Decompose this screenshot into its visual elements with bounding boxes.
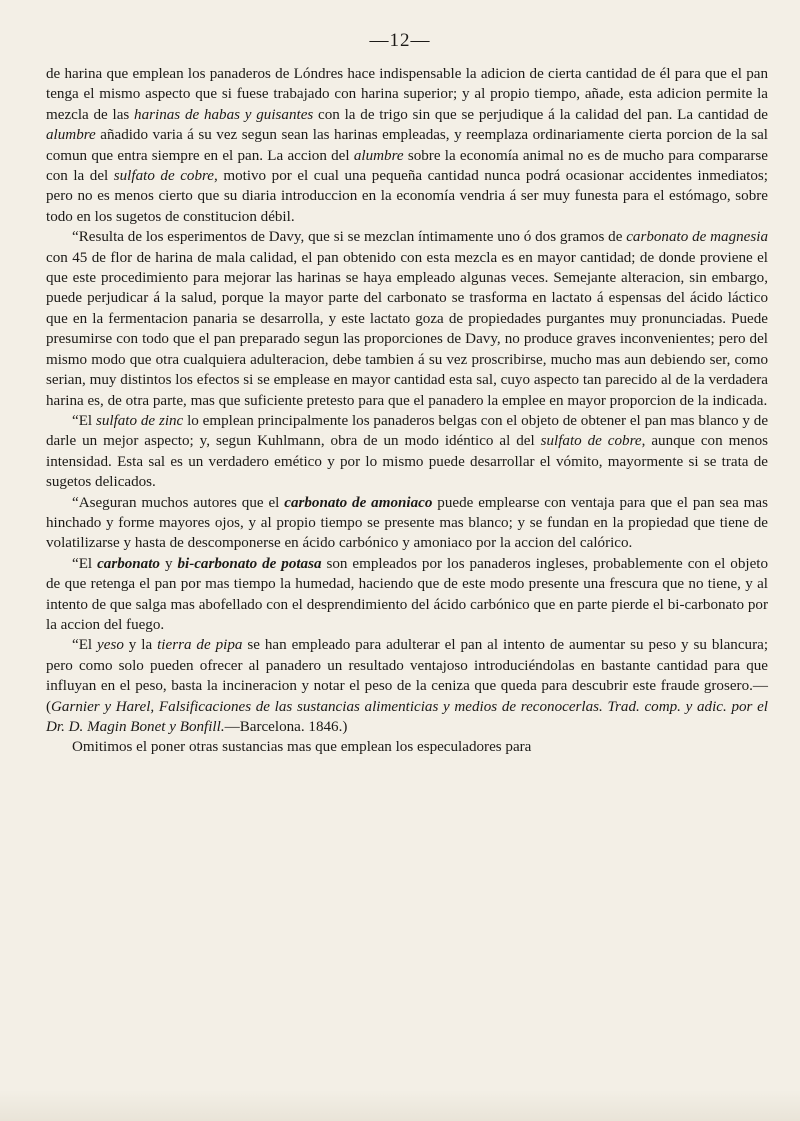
text-run: Omitimos el poner otras sustancias mas que emplean los especuladores para: [72, 739, 532, 756]
emphasized-term: alumbre: [46, 127, 96, 144]
text-run: , motivo por el cual una pequeña cantidad nunca podrá ocasionar accidentes inmediatos; pero no es menos cierto que su diaria introduccion en la economía vendria á ser muy funesta para el estómago, sobre todo en los sugetos de constitucion débil.: [46, 168, 768, 225]
text-run: puede emplearse con ventaja para que el pan sea mas hinchado y forme mayores ojos, y al propio tiempo se presente mas blanco; y se fundan en la propiedad que tiene de volatilizarse y hasta de descomponerse en ácido carbónico y amoniaco por la accion del calórico.: [46, 494, 768, 552]
text-run: lo emplean principalmente los panaderos belgas con el objeto de obtener el pan mas blanco y de darle un mejor aspecto; y, segun Kuhlmann, obra de un modo idéntico al del: [46, 412, 769, 450]
emphasized-term: carbonato: [97, 555, 160, 572]
paragraph-carbonato-amoniaco: [46, 493, 768, 554]
page-number: —12—: [369, 30, 431, 51]
text-run: “Aseguran muchos autores que el: [72, 494, 285, 511]
text-run: con 45 de flor de harina de mala calidad, el pan obtenido con esta mezcla es en mayor cantidad; de donde proviene el que este procedimiento para mejorar las harinas se haya empleado algunas veces. Semejante alteracion, sin embargo, puede perjudicar á la salud, porque la mayor parte del carbonato se trasforma en lactato á espensas del ácido láctico que en la fermentacion panaria se desarrolla, y este lactato goza de propiedades purgantes muy pronunciadas. Puede presumirse con todo que el pan preparado segun las proporciones de Davy, no produce graves inconvenientes; pero del mismo modo que otra cualquiera adulteracion, debe tambien á su vez proscribirse, mucho mas aun debiendo ser, como serian, muy distintos los efectos si se emplease en mayor cantidad esta sal, cuyo aspecto tan parecido al de la verdadera harina es, de otra parte, mas que suficiente pretesto para que el panadero la emplee en mayor proporcion de la indicada.: [46, 249, 768, 409]
text-run: y: [159, 555, 178, 572]
emphasized-term: bi-carbonato de potasa: [177, 555, 322, 572]
paragraph-sulfato-zinc: [46, 411, 768, 493]
text-body: [46, 64, 768, 758]
paragraph-omitimos: [46, 737, 768, 757]
text-run: son empleados por los panaderos ingleses, probablemente con el objeto de que retenga el pan por mas tiempo la humedad, haciendo que de este modo presente una frescura que no tiene, y al intento de que salga mas abofellado con el desprendimiento del ácido carbónico que en parte pierde el bi-carbonato por la accion del fuego.: [46, 555, 769, 633]
paragraph-continuation: [46, 64, 768, 227]
text-run: “Resulta de los esperimentos de Davy, que si se mezclan íntimamente uno ó dos gramos de: [72, 229, 627, 246]
emphasized-term: tierra de pipa: [157, 637, 243, 654]
text-run: “El: [72, 555, 98, 572]
text-run: , aunque con menos intensidad. Esta sal es un verdadero emético y por lo mismo puede desarrollar el vómito, mayormente si se trata de sugetos delicados.: [46, 433, 768, 491]
text-run: —Barcelona. 1846.): [224, 719, 348, 735]
emphasized-term: sulfato de cobre: [113, 168, 215, 185]
emphasized-term: carbonato de magnesia: [626, 229, 768, 246]
emphasized-term: harinas de habas y guisantes: [134, 106, 314, 123]
text-run: se han empleado para adulterar el pan al intento de aumentar su peso y su blancura; pero como solo pueden ofrecer al panadero un resultado ventajoso introduciéndolas en bastante cantidad para que influyan en el peso, basta la incineracion y notar el peso de la ceniza que queda para descubrir este fraude grosero.—(: [46, 637, 769, 715]
paragraph-yeso-tierra: [46, 635, 768, 737]
paragraph-carbonato-potasa: [46, 554, 768, 636]
emphasized-term: carbonato de amoniaco: [284, 494, 433, 511]
text-run: añadido varia á su vez segun sean las harinas empleadas, y reemplaza ordinariamente cierta porcion de la sal comun que entra siempre en el pan. La accion del: [46, 127, 768, 164]
text-run: con la de trigo sin que se perjudique á la calidad del pan. La cantidad de: [313, 106, 768, 123]
emphasized-term: sulfato de cobre: [540, 433, 642, 450]
text-run: sobre la economía animal no es de mucho para compararse con la del: [46, 147, 768, 185]
emphasized-term: sulfato de zinc: [95, 412, 184, 429]
text-run: “El: [72, 637, 98, 654]
text-run: “El: [72, 412, 96, 429]
text-run: y la: [123, 637, 158, 654]
paragraph-davy-magnesia: [46, 227, 768, 411]
emphasized-term: Garnier y Harel, Falsificaciones de las sustancias alimenticias y medios de reconocerlas. Trad. comp. y adic. por el Dr. D. Magin Bonet y Bonfill.: [46, 698, 768, 735]
emphasized-term: alumbre: [353, 147, 404, 164]
page-edge-shadow: [0, 1090, 800, 1121]
emphasized-term: yeso: [97, 637, 124, 654]
text-run: de harina que emplean los panaderos de Lóndres hace indispensable la adicion de cierta cantidad de él para que el pan tenga el mismo aspecto que si fuese trabajado con harina superior; y al propio tiempo, añade, esta adicion permite la mezcla de las: [46, 66, 768, 123]
